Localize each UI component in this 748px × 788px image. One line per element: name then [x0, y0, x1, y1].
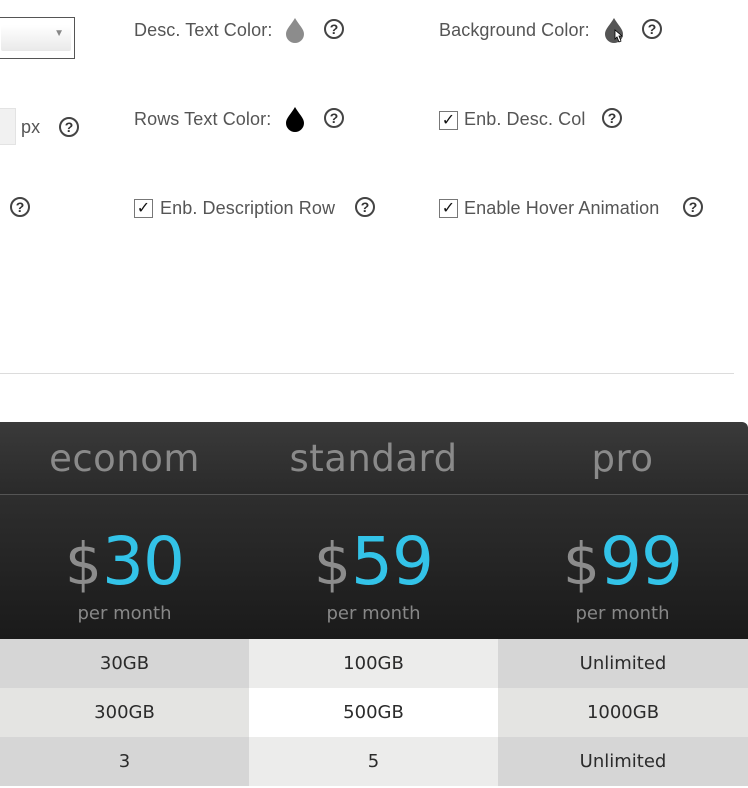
price-amount: 30 [101, 523, 184, 600]
px-unit-label: px [21, 117, 41, 137]
help-icon[interactable]: ? [642, 19, 662, 39]
table-cell: 1000GB [498, 688, 748, 737]
help-icon[interactable]: ? [324, 19, 344, 39]
table-cell: 500GB [249, 688, 498, 737]
checkmark-icon: ✓ [441, 111, 456, 129]
rows-text-color-drop-icon[interactable] [284, 106, 306, 132]
size-input[interactable] [0, 108, 16, 145]
desc-text-color-drop-icon[interactable] [284, 17, 306, 43]
checkmark-icon: ✓ [441, 199, 456, 217]
table-cell: 300GB [0, 688, 249, 737]
help-icon[interactable]: ? [355, 197, 375, 217]
table-cell: Unlimited [498, 737, 748, 786]
enable-hover-animation-label: Enable Hover Animation [464, 198, 660, 218]
price-amount: 99 [599, 523, 682, 600]
price-pro [498, 523, 747, 600]
plan-header-row [0, 422, 748, 495]
price-period: per month [575, 603, 670, 624]
help-icon[interactable]: ? [59, 117, 79, 137]
help-icon[interactable]: ? [683, 197, 703, 217]
enb-description-row-checkbox[interactable] [134, 199, 153, 218]
enable-hover-animation-checkbox[interactable] [439, 199, 458, 218]
select-dropdown[interactable] [0, 17, 75, 59]
plan-name-pro: pro [591, 437, 654, 480]
table-cell: Unlimited [498, 639, 748, 688]
price-row [0, 495, 748, 639]
help-icon[interactable]: ? [324, 108, 344, 128]
help-icon[interactable]: ? [602, 108, 622, 128]
enb-desc-col-checkbox[interactable] [439, 111, 458, 130]
enb-desc-col-label: Enb. Desc. Col [464, 109, 586, 129]
checkmark-icon: ✓ [136, 199, 151, 217]
rows-text-color-label: Rows Text Color: [134, 109, 272, 129]
background-color-drop-icon[interactable] [603, 17, 627, 45]
background-color-label: Background Color: [439, 20, 590, 40]
table-cell: 30GB [0, 639, 249, 688]
currency-symbol: $ [65, 530, 102, 598]
table-cell: 5 [249, 737, 498, 786]
table-cell: 100GB [249, 639, 498, 688]
currency-symbol: $ [563, 530, 600, 598]
price-econom [0, 523, 249, 600]
plan-name-standard: standard [289, 437, 458, 480]
chevron-down-icon: ▼ [54, 28, 64, 39]
table-cell: 3 [0, 737, 249, 786]
pricing-table [0, 422, 748, 788]
price-amount: 59 [350, 523, 433, 600]
currency-symbol: $ [314, 530, 351, 598]
enb-description-row-label: Enb. Description Row [160, 198, 336, 218]
help-icon[interactable]: ? [10, 197, 30, 217]
price-period: per month [77, 603, 172, 624]
plan-name-econom: econom [49, 437, 200, 480]
desc-text-color-label: Desc. Text Color: [134, 20, 273, 40]
divider [0, 373, 734, 374]
price-period: per month [326, 603, 421, 624]
price-standard [249, 523, 498, 600]
